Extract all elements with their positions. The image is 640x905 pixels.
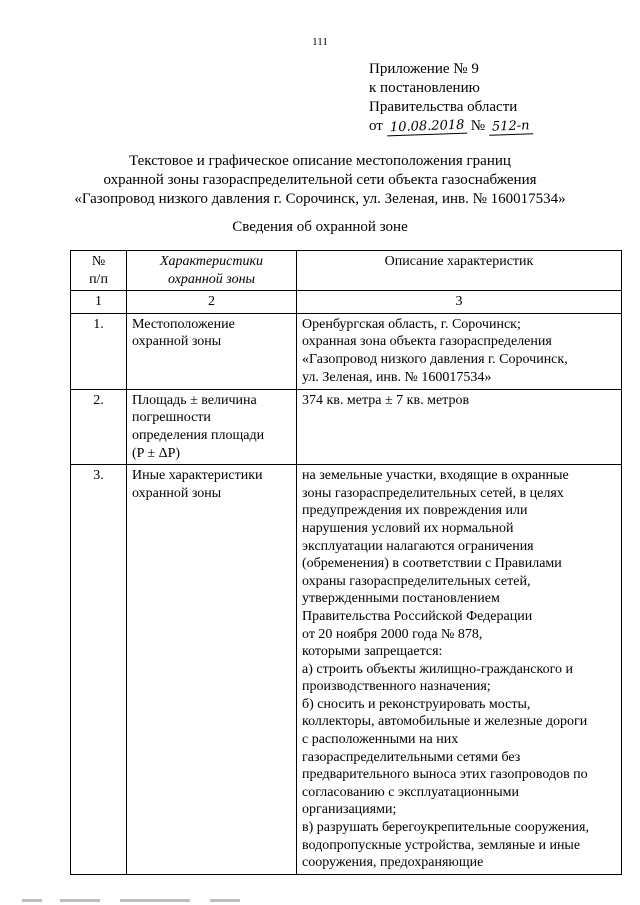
description-line: охраны газораспределительных сетей, [302, 573, 531, 589]
table-row [71, 313, 622, 389]
row-characteristic [127, 465, 297, 875]
characteristic-line: охранной зоны [132, 485, 222, 501]
row-description [297, 389, 622, 464]
header-col1-line2: п/п [89, 271, 108, 287]
description-line: зоны газораспределительных сетей, в целях [302, 485, 564, 501]
appendix-line-2: к постановлению [369, 80, 480, 96]
description-line: от 20 ноября 2000 года № 878, [302, 626, 483, 642]
header-col1-line1: № [91, 254, 106, 269]
description-line: производственного назначения; [302, 679, 491, 695]
characteristic-line: Местоположение [132, 316, 235, 332]
section-subtitle: Сведения об охранной зоне [232, 219, 408, 235]
description-line: 374 кв. метра ± 7 кв. метров [302, 392, 470, 408]
appendix-line-1: Приложение № 9 [369, 61, 479, 77]
description-line: предупреждения их повреждения или [302, 503, 528, 519]
description-line: «Газопровод низкого давления г. Сорочинск, [302, 351, 568, 367]
description-line: с расположенными на них [302, 732, 459, 748]
title-line-1: Текстовое и графическое описание местоположения границ [129, 153, 511, 169]
appendix-date-line [369, 117, 532, 136]
description-line: газораспределительными сетями без [302, 749, 521, 765]
title-line-3: «Газопровод низкого давления г. Сорочинск, ул. Зеленая, инв. № 160017534» [74, 191, 566, 207]
column-number-1: 1 [71, 291, 127, 314]
appendix-line-3: Правительства области [369, 99, 518, 115]
header-col2-line1: Характеристики [159, 254, 264, 269]
description-line: утвержденными постановлением [302, 591, 500, 607]
page-number: 111 [312, 36, 328, 48]
characteristic-line: охранной зоны [132, 334, 222, 350]
description-line: которыми запрещается: [302, 644, 443, 660]
description-line: ул. Зеленая, инв. № 160017534» [302, 369, 492, 385]
table-header-row [71, 251, 622, 291]
cut-off-next-line [0, 893, 640, 905]
description-line: нарушения условий их нормальной [302, 520, 514, 536]
characteristic-line: Иные характеристики [132, 468, 263, 484]
row-description [297, 465, 622, 875]
row-number: 2. [71, 389, 127, 464]
description-line: (обременения) в соответствии с Правилами [302, 556, 562, 572]
document-title [0, 152, 640, 209]
header-col-characteristics [127, 251, 297, 291]
table-row [71, 389, 622, 464]
description-line: в) разрушать берегоукрепительные сооружения, [302, 820, 589, 836]
description-line: предварительного выноса этих газопроводов по [302, 767, 588, 783]
header-col-number [71, 251, 127, 291]
description-line: водопропускные устройства, земляные и иные [302, 837, 581, 853]
description-line: сооружения, предохраняющие [302, 855, 484, 871]
characteristic-line: (P ± ΔP) [132, 445, 181, 461]
column-number-3: 3 [297, 291, 622, 314]
characteristic-line: определения площади [132, 427, 265, 443]
handwritten-date: 10.08.2018 [386, 119, 467, 137]
row-description [297, 313, 622, 389]
row-characteristic [127, 389, 297, 464]
description-line: коллекторы, автомобильные и железные дороги [302, 714, 588, 730]
number-prefix: № [470, 118, 486, 134]
description-line: охранная зона объекта газораспределения [302, 334, 552, 350]
from-prefix: от [369, 118, 383, 134]
column-number-2: 2 [127, 291, 297, 314]
header-col2-line2: охранной зоны [167, 271, 256, 287]
table-row [71, 465, 622, 875]
row-number: 1. [71, 313, 127, 389]
description-line: на земельные участки, входящие в охранные [302, 468, 569, 484]
description-line: организациями; [302, 802, 397, 818]
characteristic-line: погрешности [132, 410, 211, 426]
description-line: Оренбургская область, г. Сорочинск; [302, 316, 521, 332]
characteristic-line: Площадь ± величина [132, 392, 257, 408]
title-line-2: охранной зоны газораспределительной сети объекта газоснабжения [103, 172, 537, 188]
protection-zone-table [70, 250, 622, 875]
appendix-block [369, 60, 532, 136]
column-number-row [71, 291, 622, 314]
description-line: согласованию с эксплуатационными [302, 784, 520, 800]
row-characteristic [127, 313, 297, 389]
description-line: эксплуатации налагаются ограничения [302, 538, 534, 554]
description-line: Правительства Российской Федерации [302, 608, 533, 624]
row-number: 3. [71, 465, 127, 875]
description-line: б) сносить и реконструировать мосты, [302, 696, 531, 712]
description-line: а) строить объекты жилищно-гражданского и [302, 661, 573, 677]
handwritten-number: 512-п [489, 119, 533, 136]
header-col-description: Описание характеристик [297, 251, 622, 291]
